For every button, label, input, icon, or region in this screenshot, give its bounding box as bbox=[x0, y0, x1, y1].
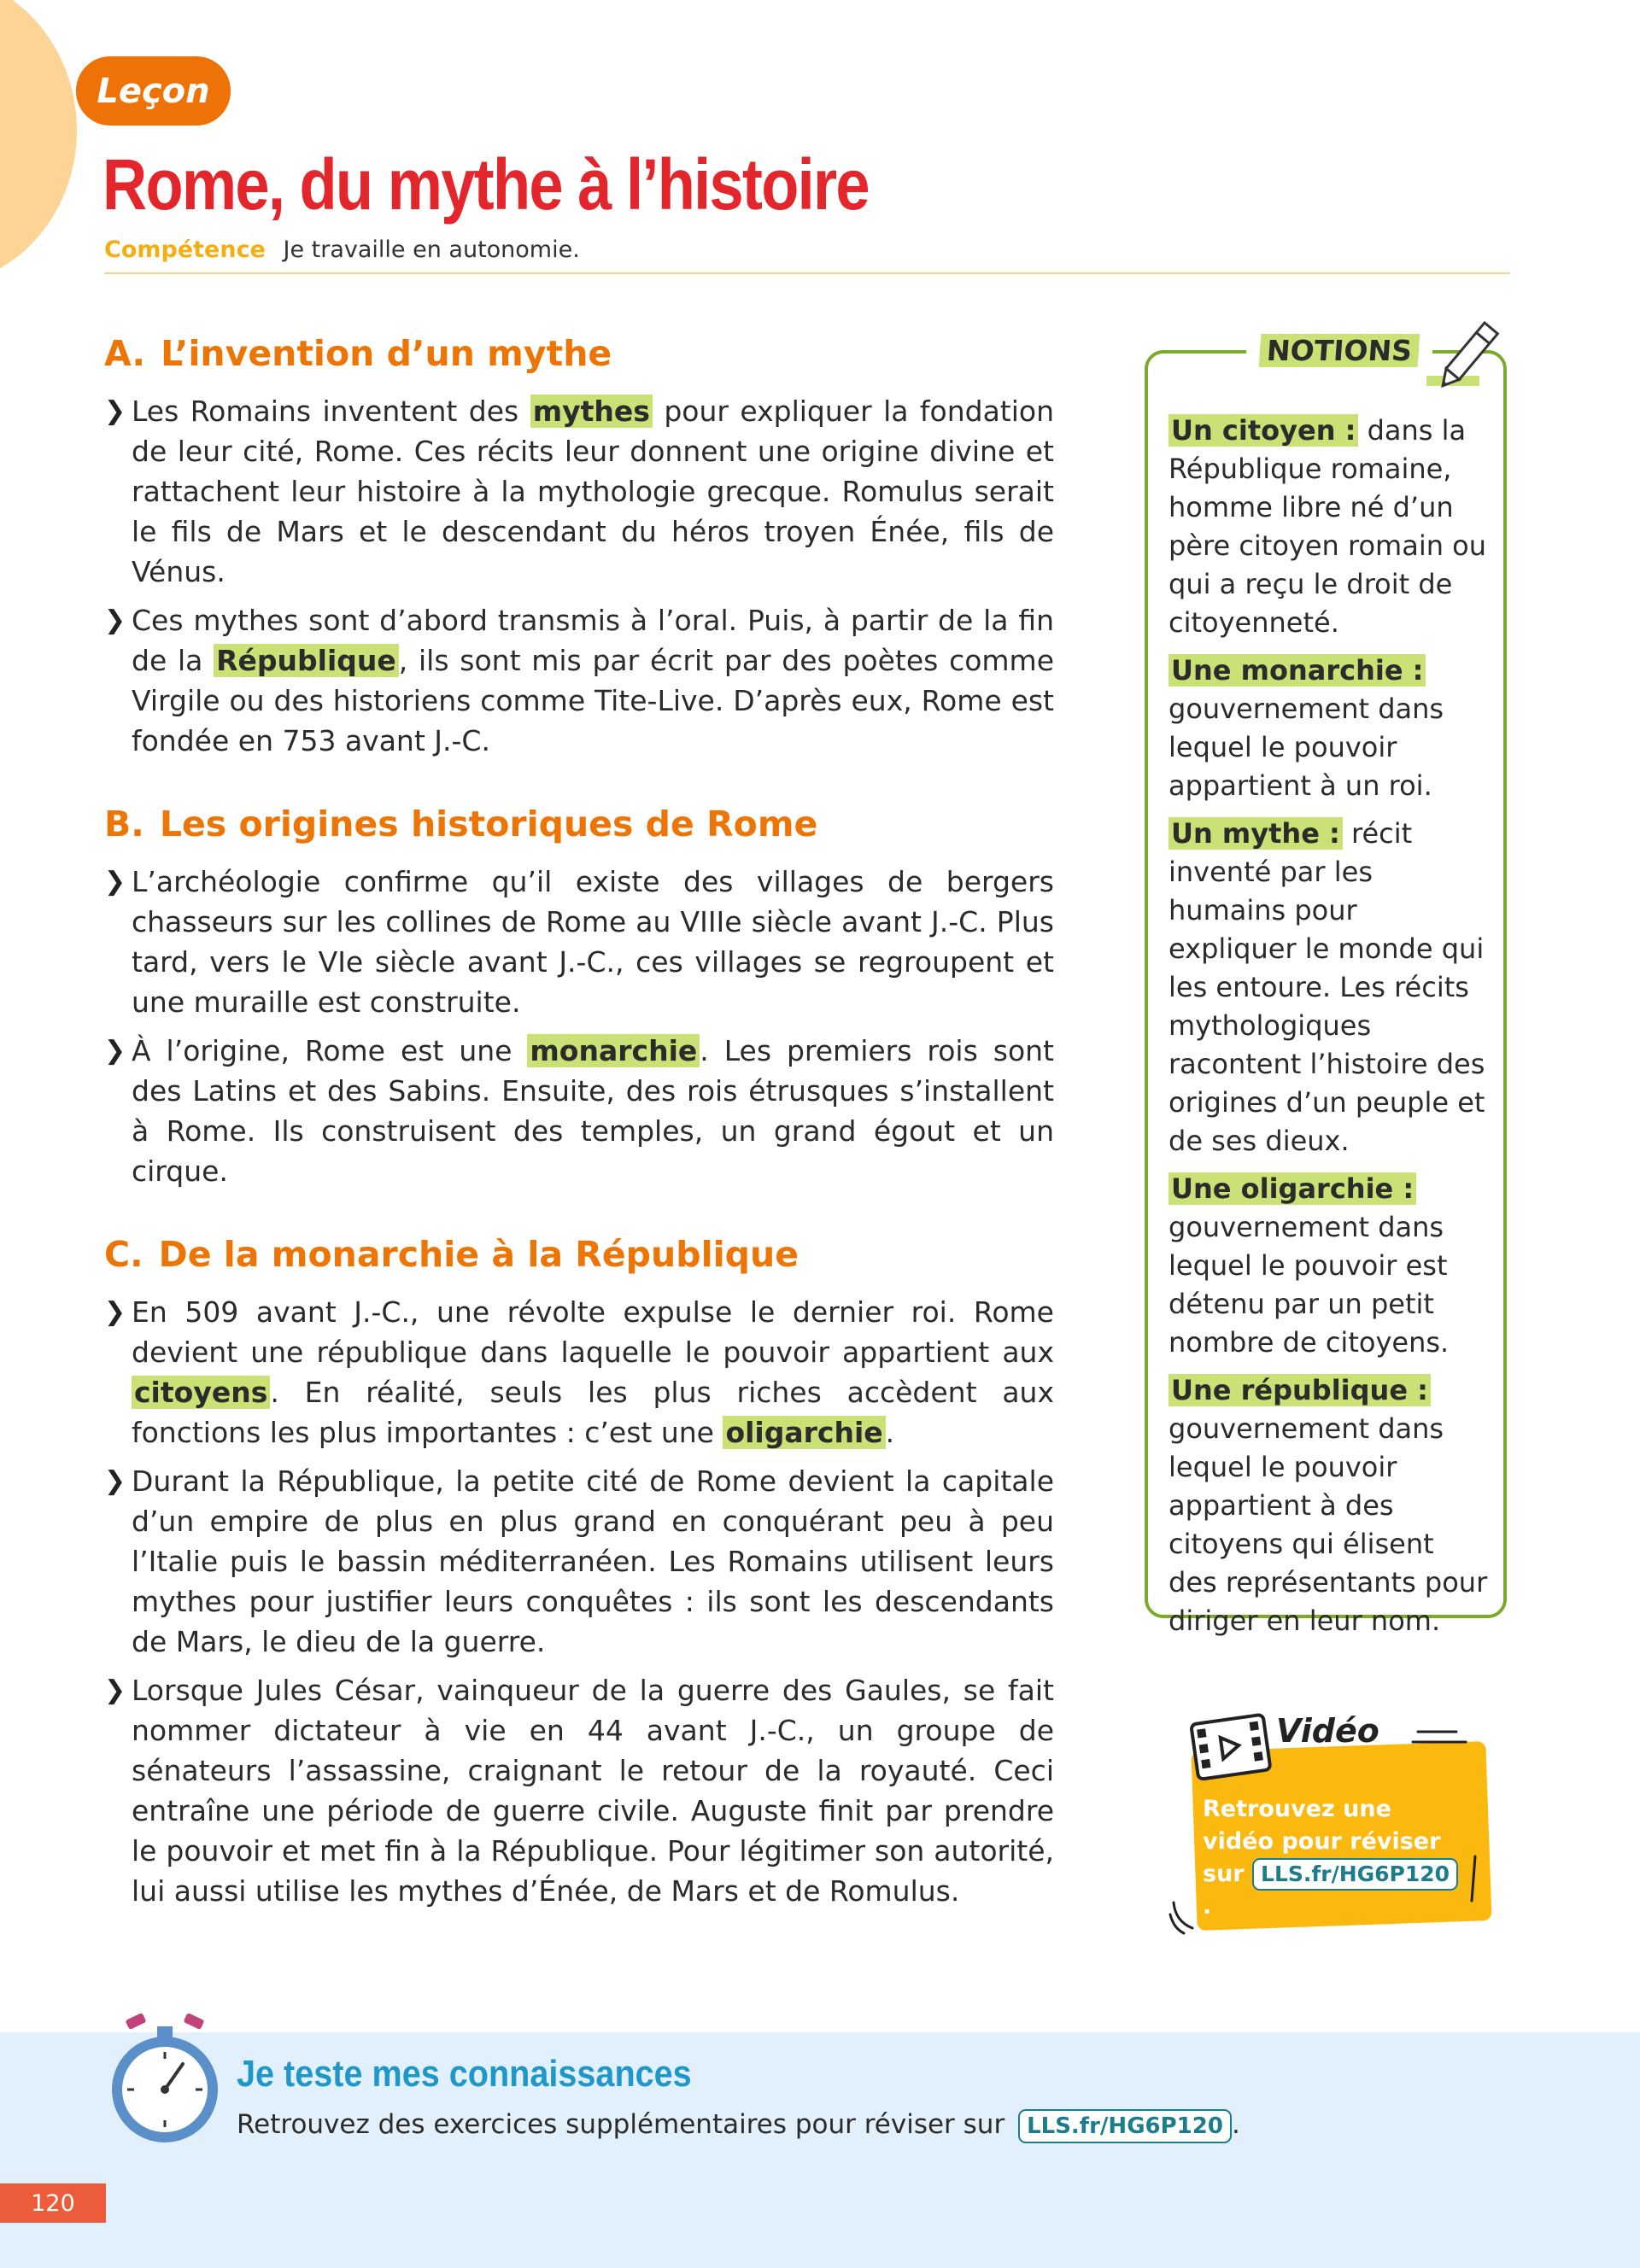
video-text: Retrouvez une vidéo pour réviser sur LLS.fr/HG6P120. bbox=[1203, 1793, 1459, 1923]
chevron-icon: ❯ bbox=[104, 396, 126, 426]
decorative-lines-icon bbox=[1409, 1725, 1469, 1751]
page-number: 120 bbox=[0, 2183, 106, 2223]
notion-term: Un mythe : bbox=[1168, 817, 1343, 850]
notion-item: Un citoyen : dans la République romaine, homme libre né d’un père citoyen romain ou qui a reçu le droit de citoyenneté. bbox=[1168, 414, 1487, 639]
keyword-highlight: mythes bbox=[530, 395, 653, 428]
chevron-icon: ❯ bbox=[104, 867, 126, 897]
keyword-highlight: République bbox=[214, 644, 399, 677]
section-title: B. Les origines historiques de Rome bbox=[104, 804, 818, 845]
paragraph: ❯ Lorsque Jules César, vainqueur de la guerre des Gaules, se fait nommer dictateur à vie en 44 avant J.-C., un groupe de sénateurs l’assassine, craignant le retour de la royauté. Ceci entraîne une période de guerre civile. Auguste finit par prendre le pouvoir et met fin à la République. Pour légitimer son autorité, lui aussi utilise les mythes d’Énée, de Mars et de Romulus. bbox=[104, 1670, 1054, 1911]
chevron-icon: ❯ bbox=[104, 605, 126, 635]
keyword-highlight: monarchie bbox=[527, 1034, 700, 1067]
competence-label: Compétence bbox=[104, 237, 266, 263]
section-a bbox=[104, 333, 1054, 761]
decorative-stroke-icon bbox=[1465, 1853, 1482, 1904]
stopwatch-icon bbox=[101, 2011, 229, 2148]
notions-title: NOTIONS bbox=[1259, 334, 1420, 367]
paragraph: ❯ Durant la République, la petite cité de Rome devient la capitale d’un empire de plus en plus grand en conquérant peu à peu l’Italie puis le bassin méditerranéen. Les Romains utilisent leurs mythes pour justifier leurs conquêtes : ils sont les descendants de Mars, le dieu de la guerre. bbox=[104, 1461, 1054, 1662]
paragraph: ❯ L’archéologie confirme qu’il existe des villages de bergers chasseurs sur les collines de Rome au VIIIe siècle avant J.-C. Plus tard, vers le VIe siècle avant J.-C., ces villages se regroupent et une muraille est construite. bbox=[104, 862, 1054, 1022]
notion-term: Une oligarchie : bbox=[1168, 1172, 1416, 1205]
notion-item: Une république : gouvernement dans lequel le pouvoir appartient à des citoyens qui élisent des représentants pour diriger en leur nom. bbox=[1168, 1374, 1488, 1637]
footer-link[interactable]: LLS.fr/HG6P120 bbox=[1018, 2109, 1232, 2143]
film-icon bbox=[1186, 1706, 1280, 1783]
notions-header bbox=[1246, 327, 1432, 373]
video-label: Vidéo bbox=[1276, 1712, 1379, 1750]
notion-term: Un citoyen : bbox=[1168, 414, 1358, 447]
notion-item: Une oligarchie : gouvernement dans lequel le pouvoir est détenu par un petit nombre de citoyens. bbox=[1168, 1172, 1450, 1359]
header-divider bbox=[104, 272, 1510, 274]
decorative-circle bbox=[0, 0, 77, 286]
chevron-icon: ❯ bbox=[104, 1675, 126, 1705]
paragraph: ❯ En 509 avant J.-C., une révolte expulse le dernier roi. Rome devient une république dans laquelle le pouvoir appartient aux citoyens. En réalité, seuls les plus riches accèdent aux fonctions les plus importantes : c’est une oligarchie. bbox=[104, 1292, 1054, 1453]
chevron-icon: ❯ bbox=[104, 1297, 126, 1327]
competence-line bbox=[104, 237, 580, 263]
notion-item: Une monarchie : gouvernement dans lequel le pouvoir appartient à un roi. bbox=[1168, 654, 1444, 802]
keyword-highlight: oligarchie bbox=[723, 1416, 885, 1449]
notion-term: Une république : bbox=[1168, 1374, 1431, 1406]
lesson-body bbox=[104, 333, 1054, 1954]
section-b bbox=[104, 804, 1054, 1191]
keyword-highlight: citoyens bbox=[132, 1376, 270, 1409]
paragraph: ❯ Les Romains inventent des mythes pour expliquer la fondation de leur cité, Rome. Ces récits leur donnent une origine divine et rattachent leur histoire à la mythologie grecque. Romulus serait le fils de Mars et le descendant du héros troyen Énée, fils de Vénus. bbox=[104, 391, 1054, 592]
footer-title: Je teste mes connaissances bbox=[237, 2053, 692, 2095]
paragraph: ❯ Ces mythes sont d’abord transmis à l’oral. Puis, à partir de la fin de la République, ils sont mis par écrit par des poètes comme Virgile ou des historiens comme Tite-Live. D’après eux, Rome est fondée en 753 avant J.-C. bbox=[104, 600, 1054, 761]
chevron-icon: ❯ bbox=[104, 1466, 126, 1496]
pencil-icon bbox=[1418, 316, 1520, 393]
notion-item: Un mythe : récit inventé par les humains pour expliquer le monde qui les entoure. Les récits mythologiques racontent l’histoire des origines d’un peuple et de ses dieux. bbox=[1168, 817, 1485, 1157]
page-title: Rome, du mythe à l’histoire bbox=[102, 144, 869, 225]
decorative-corner-icon bbox=[1167, 1896, 1210, 1938]
section-title: A. L’invention d’un mythe bbox=[104, 333, 612, 374]
notion-term: Une monarchie : bbox=[1168, 654, 1426, 687]
section-c bbox=[104, 1234, 1054, 1911]
notions-list bbox=[1168, 412, 1489, 1650]
competence-text: Je travaille en autonomie. bbox=[283, 237, 580, 263]
chevron-icon: ❯ bbox=[104, 1036, 126, 1066]
paragraph: ❯ À l’origine, Rome est une monarchie. Les premiers rois sont des Latins et des Sabins. Ensuite, des rois étrusques s’installent à Rome. Ils construisent des temples, un grand égout et un cirque. bbox=[104, 1031, 1054, 1191]
section-title: C. De la monarchie à la République bbox=[104, 1234, 800, 1275]
video-link[interactable]: LLS.fr/HG6P120 bbox=[1252, 1858, 1458, 1891]
footer-text: Retrouvez des exercices supplémentaires pour réviser sur LLS.fr/HG6P120 . bbox=[237, 2109, 1240, 2143]
lesson-tag: Leçon bbox=[76, 56, 231, 126]
